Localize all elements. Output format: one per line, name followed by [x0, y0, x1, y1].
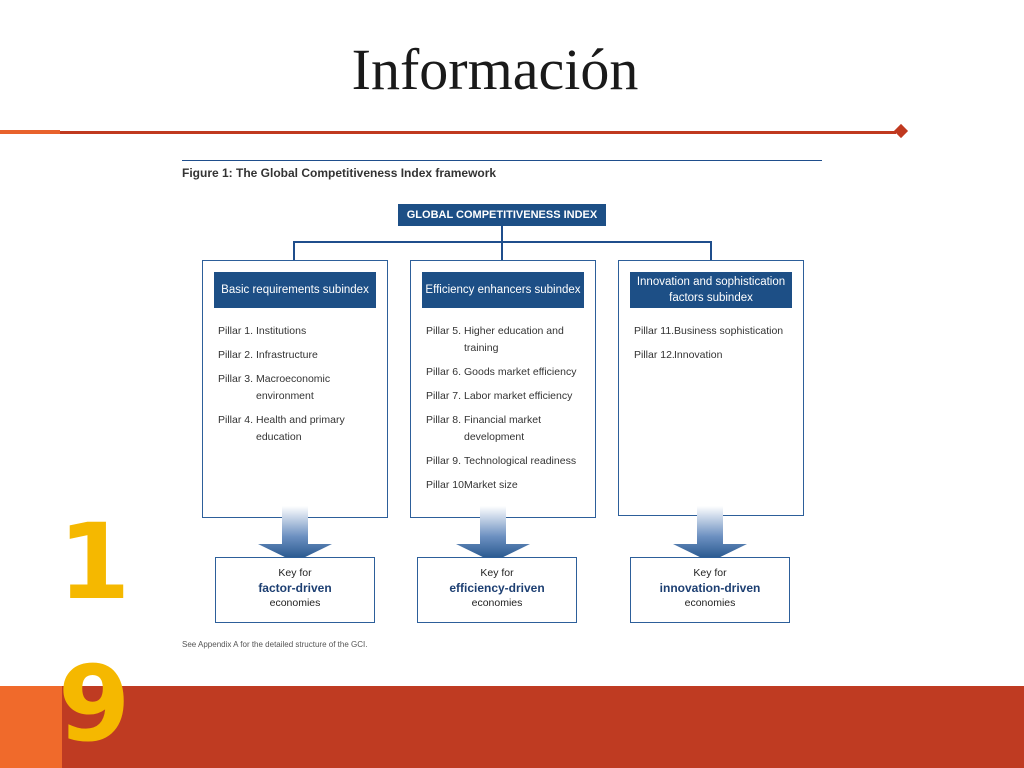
pillar-number: Pillar 5.: [426, 325, 462, 337]
figure-top-rule: [182, 160, 822, 161]
key-box-innovation-driven: [630, 557, 790, 623]
pillar-item: [634, 347, 797, 364]
pillar-number: Pillar 12.: [634, 349, 675, 361]
figure-caption: Figure 1: The Global Competitiveness Index framework: [182, 166, 497, 180]
pillar-item: [426, 388, 589, 405]
pillar-name: Financial market development: [464, 414, 542, 443]
title-rule: [60, 131, 896, 134]
down-arrow-icon: [456, 506, 530, 562]
pillar-item: [426, 412, 589, 446]
pillar-number: Pillar 7.: [426, 390, 462, 402]
pillar-name: Business sophistication: [674, 325, 784, 337]
key-economies-label: economies: [471, 597, 523, 609]
page-number-digit: 9: [58, 643, 131, 765]
pillar-number: Pillar 2.: [218, 349, 254, 361]
panel-header: Innovation and sophistication factors subindex: [630, 272, 792, 308]
pillar-number: Pillar 3.: [218, 373, 254, 385]
pillar-item: [426, 364, 589, 381]
key-type-label: efficiency-driven: [449, 581, 545, 595]
pillar-number: Pillar 1.: [218, 325, 254, 337]
page-number-digit: 1: [58, 501, 131, 623]
figure-footnote: See Appendix A for the detailed structure of the GCI.: [182, 640, 368, 649]
connector-left-drop: [293, 241, 295, 260]
title-rule-accent: [0, 130, 60, 134]
pillar-item: [218, 412, 381, 446]
pillar-item: [218, 347, 381, 364]
pillar-item: [426, 453, 589, 470]
pillar-item: [218, 371, 381, 405]
pillar-number: Pillar 4.: [218, 414, 254, 426]
slide-title: Información: [351, 37, 639, 102]
pillar-number: Pillar 8.: [426, 414, 462, 426]
pillar-item: [218, 323, 381, 340]
pillar-item: [634, 323, 797, 340]
key-type-label: factor-driven: [258, 581, 332, 595]
pillar-list: [634, 323, 797, 371]
pillar-name: Goods market efficiency: [464, 366, 577, 378]
bottom-band: [0, 686, 1024, 768]
connector-root-stem: [501, 226, 503, 242]
down-arrow-icon: [258, 506, 332, 562]
pillar-number: Pillar 9.: [426, 455, 462, 467]
key-type-label: innovation-driven: [659, 581, 761, 595]
key-for-label: Key for: [278, 567, 312, 579]
pillar-number: Pillar 6.: [426, 366, 462, 378]
pillar-name: Health and primary education: [256, 414, 345, 443]
pillar-name: Macroeconomic environment: [256, 373, 331, 402]
pillar-name: Infrastructure: [256, 349, 318, 361]
pillar-number: Pillar 11.: [634, 325, 675, 337]
pillar-name: Higher education and training: [464, 325, 564, 354]
pillar-list: [426, 323, 589, 501]
pillar-number: Pillar 10.: [426, 479, 467, 491]
key-economies-label: economies: [269, 597, 321, 609]
pillar-name: Market size: [464, 479, 518, 491]
pillar-item: [426, 323, 589, 357]
key-for-label: Key for: [693, 567, 727, 579]
key-box-efficiency-driven: [417, 557, 577, 623]
key-for-label: Key for: [480, 567, 514, 579]
panel-header: Basic requirements subindex: [214, 272, 376, 308]
key-economies-label: economies: [684, 597, 736, 609]
panel-basic-requirements: [202, 260, 388, 518]
panel-innovation-sophistication: [618, 260, 804, 516]
key-box-factor-driven: [215, 557, 375, 623]
pillar-name: Labor market efficiency: [464, 390, 573, 402]
bottom-band-accent: [0, 686, 62, 768]
pillar-name: Innovation: [674, 349, 723, 361]
connector-right-drop: [710, 241, 712, 260]
title-rule-diamond: [894, 124, 908, 138]
panel-header: Efficiency enhancers subindex: [422, 272, 584, 308]
connector-middle-drop: [501, 241, 503, 260]
gci-root-box: GLOBAL COMPETITIVENESS INDEX: [398, 204, 606, 226]
down-arrow-icon: [673, 506, 747, 562]
panel-efficiency-enhancers: [410, 260, 596, 518]
pillar-name: Institutions: [256, 325, 307, 337]
pillar-item: [426, 477, 589, 494]
pillar-name: Technological readiness: [464, 455, 577, 467]
pillar-list: [218, 323, 381, 453]
